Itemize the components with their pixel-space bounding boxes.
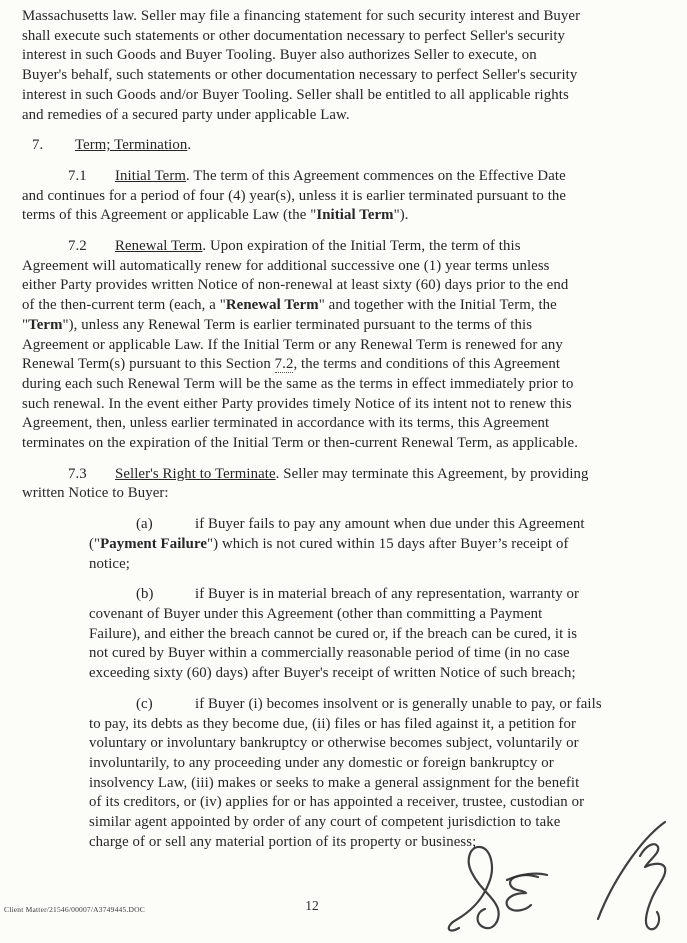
handwritten-initials-right: [592, 816, 687, 942]
handwritten-initials-left: [445, 838, 557, 940]
clause-b-paragraph: (b) if Buyer is in material breach of any representation, warranty or covenant of Buyer under this Agreement (other than committing a Payment Failure), and either the breach cannot be cured or, if the breach can be cured, it is not cured by Buyer within a commercially reasonable period of time (in no case exceeding sixty (60) days) after Buyer's receipt of written Notice of such breach;: [89, 586, 580, 682]
section-7-2-paragraph: 7.2 Renewal Term. Upon expiration of the Initial Term, the term of this Agreement will automatically renew for additional successive one (1) year terms unless either Party provides written Notice of non-renewal at least sixty (60) days prior to the end of the then-current term (each, a "Renewal Term" and together with the Initial Term, the "Term"), unless any Renewal Term is earlier terminated pursuant to the terms of this Agreement or applicable Law. If the Initial Term or any Renewal Term is renewed for any Renewal Term(s) pursuant to this Section 7.2, the terms and conditions of this Agreement during each such Renewal Term will be the same as the terms in effect immediately prior to such renewal. In the event either Party provides timely Notice of its intent not to renew this Agreement, then, unless earlier terminated in accordance with its terms, this Agreement terminates on the expiration of the Initial Term or then-current Renewal Term, as applicable.: [22, 238, 579, 452]
section-7-1-paragraph: 7.1 Initial Term. The term of this Agreement commences on the Effective Date and continues for a period of four (4) year(s), unless it is earlier terminated pursuant to the terms of this Agreement or applicable Law (the "Initial Term").: [22, 167, 567, 224]
page-number: 12: [305, 898, 319, 913]
footer-client-matter: Client Matter/21546/00007/A3749445.DOC: [4, 905, 145, 914]
clause-c-paragraph: (c) if Buyer (i) becomes insolvent or is generally unable to pay, or fails to pay, its debts as they become due, (ii) files or has filed against it, a petition for voluntary or involuntary bankruptcy or otherwise becomes subject, voluntarily or involuntarily, to any proceeding under any domestic or foreign bankruptcy or insolvency Law, (iii) makes or seeks to make a general assignment for the benefit of its creditors, or (iv) applies for or has appointed a receiver, trustee, custodian or similar agent appointed by order of any court of competent jurisdiction to take charge of or sell any material portion of its property or business;: [89, 695, 602, 850]
clause-a-paragraph: (a) if Buyer fails to pay any amount when due under this Agreement ("Payment Failure") which is not cured within 15 days after Buyer’s receipt of notice;: [89, 516, 585, 572]
security-interest-paragraph: Massachusetts law. Seller may file a financing statement for such security interest and Buyer shall execute such statements or other documentation necessary to perfect Seller's security interest in such Goods and Buyer Tooling. Buyer also authorizes Seller to execute, on Buyer's behalf, such statements or other documentation necessary to perfect Seller's security interest in such Goods and/or Buyer Tooling. Seller shall be entitled to all applicable rights and remedies of a secured party under applicable Law.: [22, 8, 581, 123]
document-body: [22, 7, 672, 852]
section-7-heading: 7. Term; Termination.: [32, 137, 192, 154]
section-7-3-paragraph: 7.3 Seller's Right to Terminate. Seller may terminate this Agreement, by providing written Notice to Buyer:: [22, 465, 589, 502]
